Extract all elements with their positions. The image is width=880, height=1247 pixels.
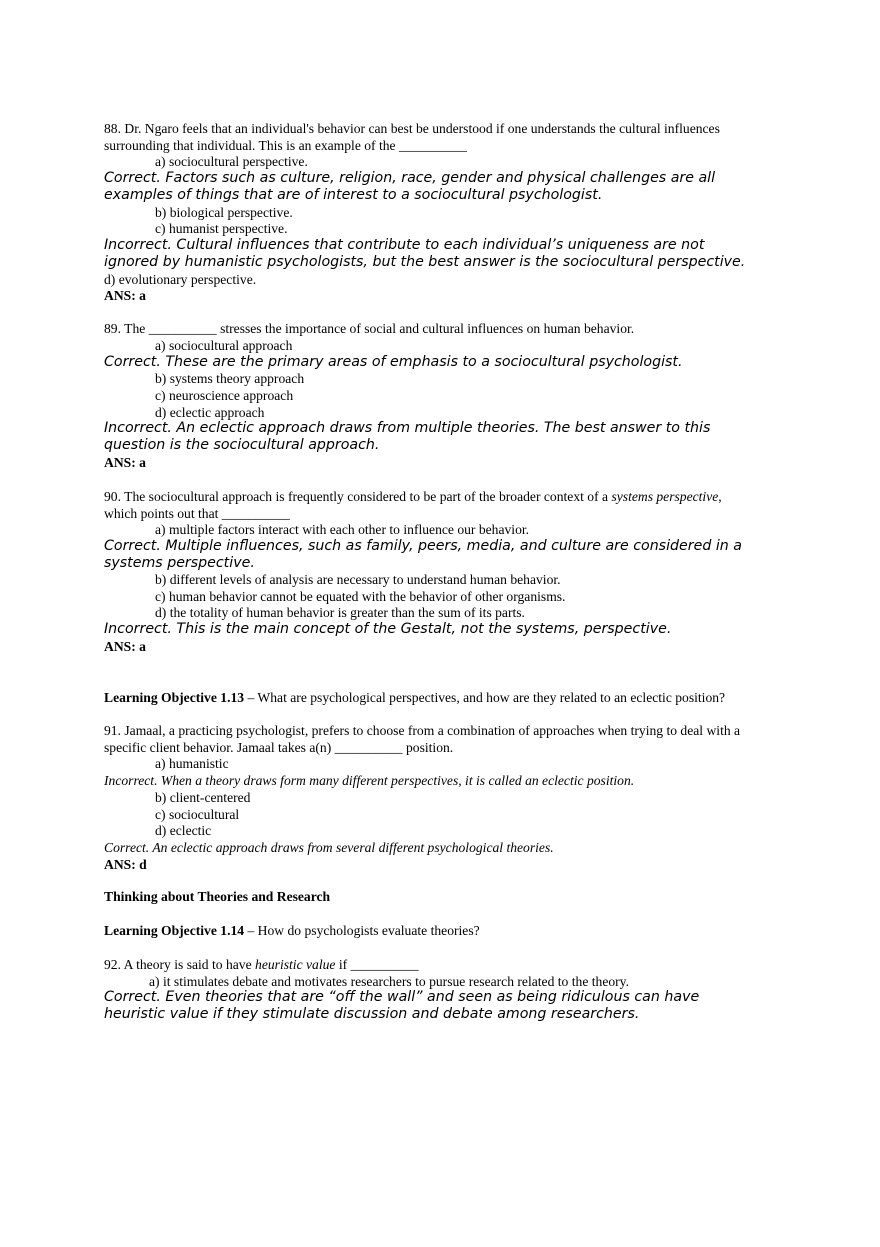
q88-answer: ANS: a (104, 288, 146, 303)
q91-stem-line2: specific client behavior. Jamaal takes a(n) __________ position. (104, 740, 454, 755)
q90-stem-line2: which points out that __________ (104, 506, 290, 521)
q89-stem (104, 321, 634, 337)
section-heading: Thinking about Theories and Research (104, 889, 331, 904)
q91-feedback-a: Incorrect. When a theory draws form many different perspectives, it is called an eclectic position. (104, 773, 635, 788)
q91-option-c: c) sociocultural (155, 807, 240, 822)
q88-stem-line1: 88. Dr. Ngaro feels that an individual's behavior can best be understood if one understands the cultural influences (104, 121, 720, 136)
q90-stem-line1-pre: 90. The sociocultural approach is frequently considered to be part of the broader context of a (104, 489, 609, 504)
q92-stem (104, 957, 419, 973)
q90-answer: ANS: a (104, 639, 146, 654)
q89-option-a: a) sociocultural approach (155, 338, 293, 353)
q89-option-b: b) systems theory approach (155, 371, 305, 386)
q92-stem-pre: 92. A theory is said to have (104, 957, 252, 972)
learning-objective-1-14 (104, 923, 480, 939)
q92-stem-post: if __________ (338, 957, 419, 972)
q91-option-b: b) client-centered (155, 790, 251, 805)
q88-feedback-a-line2: examples of things that are of interest to a sociocultural psychologist. (104, 187, 603, 203)
q88-stem-line2: surrounding that individual. This is an example of the __________ (104, 138, 467, 153)
lo113-label: Learning Objective 1.13 (104, 690, 245, 705)
q88-option-c: c) humanist perspective. (155, 221, 288, 236)
q89-stem-pre: 89. The (104, 321, 146, 336)
learning-objective-1-13 (104, 690, 725, 706)
q89-option-c: c) neuroscience approach (155, 388, 294, 403)
q91-feedback-d: Correct. An eclectic approach draws from several different psychological theories. (104, 840, 554, 855)
q88-feedback-a-line1: Correct. Factors such as culture, religion, race, gender and physical challenges are all (104, 170, 716, 186)
q90-stem-emphasis: systems perspective (611, 489, 719, 504)
q89-stem-post: stresses the importance of social and cultural influences on human behavior. (220, 321, 635, 336)
q90-feedback-a-line2: systems perspective. (104, 555, 255, 571)
q88-option-d: d) evolutionary perspective. (104, 272, 257, 287)
q89-option-d: d) eclectic approach (155, 405, 265, 420)
q92-feedback-a-line1: Correct. Even theories that are “off the wall” and seen as being ridiculous can have (104, 989, 700, 1005)
q90-feedback-d: Incorrect. This is the main concept of the Gestalt, not the systems, perspective. (104, 621, 672, 637)
q90-stem-line1 (104, 489, 722, 505)
q92-option-a: a) it stimulates debate and motivates researchers to pursue research related to the theory. (149, 974, 629, 989)
q89-stem-blank: __________ (148, 321, 217, 336)
q89-feedback-d-line1: Incorrect. An eclectic approach draws from multiple theories. The best answer to this (104, 420, 711, 436)
q88-feedback-c-line1: Incorrect. Cultural influences that contribute to each individual’s uniqueness are not (104, 237, 705, 253)
q92-feedback-a-line2: heuristic value if they stimulate discussion and debate among researchers. (104, 1006, 640, 1022)
lo114-text: – How do psychologists evaluate theories? (247, 923, 480, 938)
q91-option-d: d) eclectic (155, 823, 212, 838)
q90-feedback-a-line1: Correct. Multiple influences, such as family, peers, media, and culture are considered in a (104, 538, 742, 554)
q90-option-c: c) human behavior cannot be equated with the behavior of other organisms. (155, 589, 566, 604)
q92-stem-emphasis: heuristic value (255, 957, 336, 972)
q88-option-b: b) biological perspective. (155, 205, 293, 220)
q89-feedback-a: Correct. These are the primary areas of emphasis to a sociocultural psychologist. (104, 354, 683, 370)
lo114-label: Learning Objective 1.14 (104, 923, 245, 938)
lo113-text: – What are psychological perspectives, and how are they related to an eclectic position? (247, 690, 726, 705)
q90-option-a: a) multiple factors interact with each other to influence our behavior. (155, 522, 530, 537)
q89-feedback-d-line2: question is the sociocultural approach. (104, 437, 380, 453)
q90-option-b: b) different levels of analysis are necessary to understand human behavior. (155, 572, 561, 587)
q91-answer: ANS: d (104, 857, 147, 872)
q90-option-d: d) the totality of human behavior is greater than the sum of its parts. (155, 605, 525, 620)
q89-answer: ANS: a (104, 455, 146, 470)
q88-feedback-c-line2: ignored by humanistic psychologists, but the best answer is the sociocultural perspective. (104, 254, 746, 270)
q90-stem-line1-post: , (718, 489, 722, 504)
q91-option-a: a) humanistic (155, 756, 229, 771)
q91-stem-line1: 91. Jamaal, a practicing psychologist, prefers to choose from a combination of approaches when trying to deal with a (104, 723, 741, 738)
q88-option-a: a) sociocultural perspective. (155, 154, 308, 169)
